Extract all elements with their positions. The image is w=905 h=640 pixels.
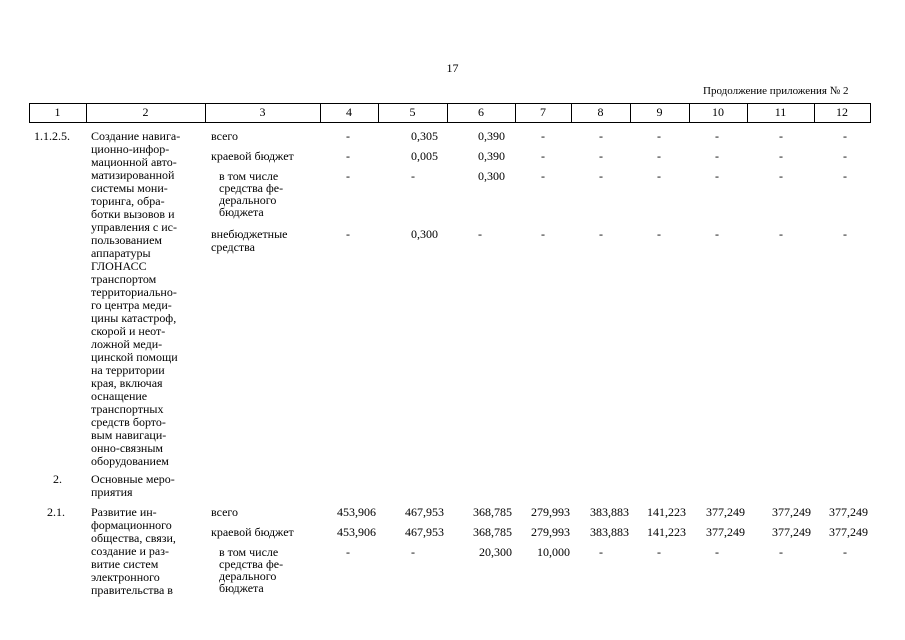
value-cell: 383,883: [590, 505, 629, 519]
value-cell: 377,249: [706, 525, 745, 539]
value-cell: -: [657, 169, 661, 183]
value-cell: -: [541, 227, 545, 241]
value-cell: -: [411, 169, 415, 183]
value-cell: -: [779, 545, 783, 559]
value-cell: -: [657, 149, 661, 163]
value-cell: -: [779, 227, 783, 241]
value-cell: -: [843, 149, 847, 163]
value-cell: -: [599, 227, 603, 241]
value-cell: 0,390: [478, 129, 505, 143]
row-name-line: цины катастроф,: [91, 311, 177, 325]
value-cell: -: [346, 545, 350, 559]
header-cell-3: 3: [259, 105, 266, 119]
header-cell-9: 9: [656, 105, 663, 119]
row-name-line: ГЛОНАСС: [91, 259, 147, 273]
value-cell: 0,305: [411, 129, 438, 143]
table-header: [29, 103, 871, 122]
header-top-rule: [29, 103, 871, 104]
header-divider: [870, 103, 871, 123]
row-name-line: ложной меди-: [91, 337, 163, 351]
row-name-line: витие систем: [91, 557, 159, 571]
value-cell: -: [843, 545, 847, 559]
header-cell-5: 5: [409, 105, 416, 119]
value-cell: -: [657, 545, 661, 559]
row-name-line: ботки вызовов и: [91, 207, 175, 221]
value-cell: -: [715, 129, 719, 143]
source-label: в том числе: [219, 545, 279, 559]
value-cell: 368,785: [473, 525, 512, 539]
value-cell: -: [715, 169, 719, 183]
row-name-line: матизированной: [91, 168, 175, 182]
row-name-line: края, включая: [91, 376, 163, 390]
row-name-line: скорой и неот-: [91, 324, 166, 338]
value-cell: -: [599, 129, 603, 143]
value-cell: 0,005: [411, 149, 438, 163]
row-name-line: оборудованием: [91, 454, 169, 468]
value-cell: -: [411, 545, 415, 559]
value-cell: 279,993: [531, 505, 570, 519]
value-cell: -: [478, 227, 482, 241]
source-label: средства фе-: [219, 181, 284, 195]
row-name-line: электронного: [91, 570, 160, 584]
value-cell: -: [599, 545, 603, 559]
value-cell: 0,390: [478, 149, 505, 163]
value-cell: -: [715, 149, 719, 163]
row-name-line: оснащение: [91, 389, 148, 403]
value-cell: 368,785: [473, 505, 512, 519]
header-cell-11: 11: [774, 105, 787, 119]
value-cell: 453,906: [337, 505, 376, 519]
value-cell: -: [779, 149, 783, 163]
row-name-line: онно-связным: [91, 441, 164, 455]
row-code: 1.1.2.5.: [34, 129, 70, 143]
value-cell: -: [657, 129, 661, 143]
row-name-line: правительства в: [91, 583, 173, 597]
value-cell: 0,300: [411, 227, 438, 241]
value-cell: -: [346, 149, 350, 163]
value-cell: -: [541, 149, 545, 163]
row-name-line: формационного: [91, 518, 172, 532]
source-label: бюджета: [219, 205, 264, 219]
value-cell: -: [779, 169, 783, 183]
header-bottom-rule: [29, 122, 871, 123]
header-cell-10: 10: [712, 105, 724, 119]
value-cell: 377,249: [829, 525, 868, 539]
value-cell: 467,953: [405, 505, 444, 519]
source-label: дерального: [219, 569, 277, 583]
header-cell-4: 4: [346, 105, 352, 119]
row-name-line: аппаратуры: [91, 246, 151, 260]
header-cell-2: 2: [142, 105, 149, 119]
value-cell: 467,953: [405, 525, 444, 539]
row-name-line: создание и раз-: [91, 544, 169, 558]
header-cell-8: 8: [597, 105, 604, 119]
value-cell: -: [779, 129, 783, 143]
row-name-line: Основные меро-: [91, 472, 175, 486]
value-cell: -: [541, 129, 545, 143]
header-cell-7: 7: [540, 105, 546, 119]
value-cell: 453,906: [337, 525, 376, 539]
row-name-line: на территории: [91, 363, 165, 377]
row-name-line: мационной авто-: [91, 155, 177, 169]
value-cell: 377,249: [829, 505, 868, 519]
row-name-line: ционно-инфор-: [91, 142, 170, 156]
value-cell: -: [346, 129, 350, 143]
row-code: 2.: [53, 472, 62, 486]
value-cell: 141,223: [647, 505, 686, 519]
value-cell: 377,249: [706, 505, 745, 519]
row-name-line: управления с ис-: [91, 220, 178, 234]
source-label: дерального: [219, 193, 277, 207]
source-label: краевой бюджет: [211, 149, 294, 163]
row-name-line: вым навигаци-: [91, 428, 167, 442]
source-label: внебюджетные: [211, 227, 288, 241]
value-cell: 383,883: [590, 525, 629, 539]
continuation-note: Продолжение приложения № 2: [703, 85, 849, 97]
source-label: средства фе-: [219, 557, 284, 571]
value-cell: -: [541, 169, 545, 183]
row-name-line: территориально-: [91, 285, 177, 299]
value-cell: 279,993: [531, 525, 570, 539]
value-cell: -: [843, 129, 847, 143]
header-cell-1: 1: [54, 105, 61, 119]
row-code: 2.1.: [47, 505, 65, 519]
value-cell: -: [843, 227, 847, 241]
row-name-line: пользованием: [91, 233, 162, 247]
row-name-line: общества, связи,: [91, 531, 176, 545]
value-cell: -: [599, 169, 603, 183]
value-cell: 377,249: [772, 525, 811, 539]
row-name-line: Создание навига-: [91, 129, 181, 143]
source-label: краевой бюджет: [211, 525, 294, 539]
source-label: в том числе: [219, 169, 279, 183]
row-name-line: Развитие ин-: [91, 505, 157, 519]
row-name-line: транспортом: [91, 272, 157, 286]
value-cell: -: [715, 227, 719, 241]
value-cell: 377,249: [772, 505, 811, 519]
header-cell-6: 6: [478, 105, 484, 119]
row-name-line: приятия: [91, 485, 133, 499]
row-name-line: средств борто-: [91, 415, 166, 429]
header-cell-12: 12: [836, 105, 848, 119]
value-cell: -: [657, 227, 661, 241]
row-name-line: цинской помощи: [91, 350, 178, 364]
source-label: средства: [211, 240, 256, 254]
value-cell: -: [715, 545, 719, 559]
value-cell: 141,223: [647, 525, 686, 539]
value-cell: 0,300: [478, 169, 505, 183]
value-cell: -: [599, 149, 603, 163]
value-cell: -: [346, 227, 350, 241]
value-cell: 20,300: [479, 545, 512, 559]
row-name-line: транспортных: [91, 402, 164, 416]
source-label: всего: [211, 505, 239, 519]
value-cell: -: [843, 169, 847, 183]
row-name-line: системы мони-: [91, 181, 168, 195]
value-cell: -: [346, 169, 350, 183]
row-name-line: торинга, обра-: [91, 194, 165, 208]
page-number: 17: [446, 61, 459, 75]
source-label: всего: [211, 129, 239, 143]
value-cell: 10,000: [537, 545, 570, 559]
source-label: бюджета: [219, 581, 264, 595]
row-name-line: го центра меди-: [91, 298, 172, 312]
